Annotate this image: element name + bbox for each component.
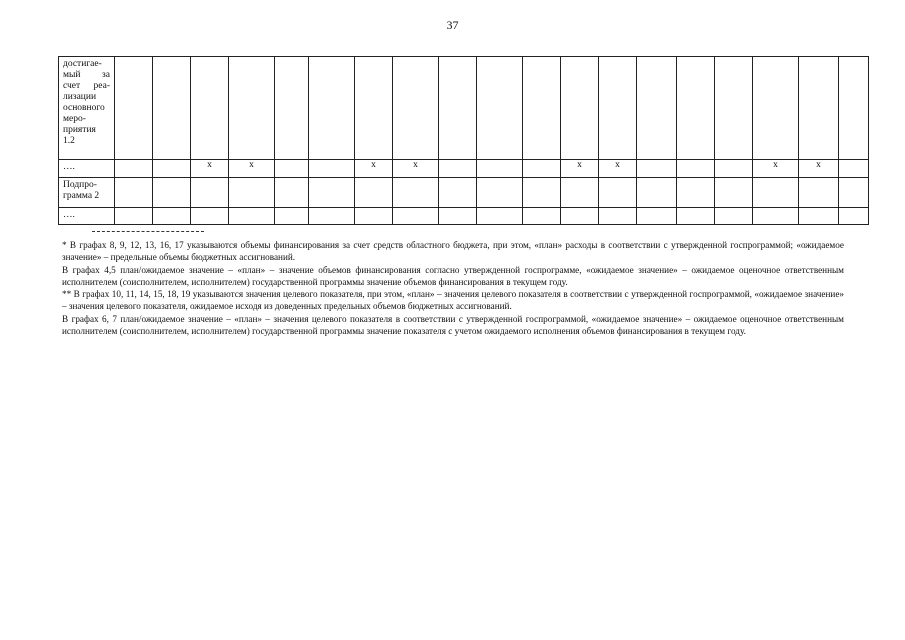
table-cell — [153, 178, 191, 208]
table-row — [59, 178, 869, 208]
table-cell — [753, 57, 799, 160]
table-cell — [637, 160, 677, 178]
row-label — [59, 208, 115, 225]
table-row — [59, 160, 869, 178]
table-cell — [561, 208, 599, 225]
table-cell: x — [799, 160, 839, 178]
table-cell — [715, 57, 753, 160]
table-cell — [523, 57, 561, 160]
footnote-2: В графах 4,5 план/ожидаемое значение – «план» – значение объемов финансирования согласно утвержденной госпрограмме, «ожидаемое значение» – ожидаемое оценочное ответственным исполнителем (соисполнителем, исполнителем) государственной программы значение объемов финансирования в текущем году. — [62, 264, 844, 287]
table-cell — [275, 208, 309, 225]
table-cell — [477, 208, 523, 225]
table-cell — [637, 208, 677, 225]
table-cell — [229, 208, 275, 225]
table-cell — [439, 178, 477, 208]
table-cell — [275, 160, 309, 178]
footnote-1: * В графах 8, 9, 12, 13, 16, 17 указываются объемы финансирования за счет средств областного бюджета, при этом, «план» расходы в соответствии с утвержденной госпрограммой; «ожидаемое значение» – предельные объемы бюджетных ассигнований. — [62, 240, 844, 263]
table-cell — [393, 208, 439, 225]
table-cell — [191, 208, 229, 225]
table-cell: x — [599, 160, 637, 178]
page-number: 37 — [446, 18, 459, 32]
footnote-4: В графах 6, 7 план/ожидаемое значение – «план» – значения целевого показателя в соответствии с утвержденной госпрограммой, «ожидаемое значение» – ожидаемое оценочное ответственным исполнителем (соисполнителем, исполнителем) государственной программы значение показателя с учетом ожидаемого исполнения объемов финансирования в текущем году. — [62, 313, 844, 337]
table-row — [59, 208, 869, 225]
table-cell — [715, 178, 753, 208]
table-cell — [839, 208, 869, 225]
table-cell — [523, 178, 561, 208]
table-cell — [275, 57, 309, 160]
table-cell — [599, 57, 637, 160]
table-cell — [715, 160, 753, 178]
table-row — [59, 57, 869, 160]
row-label-line: приятия — [63, 125, 96, 135]
table-cell: x — [355, 160, 393, 178]
table-cell — [561, 57, 599, 160]
table-body — [59, 57, 869, 225]
footnote-3: ** В графах 10, 11, 14, 15, 18, 19 указываются значения целевого показателя, при этом, «план» – значения целевого показателя в соответствии с утвержденной госпрограммой, «ожидаемое значение» – значения целевого показателя, ожидаемое исходя из доведенных предельных объемов бюджетных ассигнований. — [62, 289, 844, 312]
table-cell — [355, 57, 393, 160]
table-cell — [677, 160, 715, 178]
table-cell — [309, 160, 355, 178]
table-cell — [839, 57, 869, 160]
row-label-line: мый за — [63, 70, 110, 80]
table-cell — [677, 178, 715, 208]
row-label-line: основного — [63, 103, 105, 113]
table-cell — [753, 178, 799, 208]
table-cell — [799, 178, 839, 208]
table-cell — [393, 178, 439, 208]
row-label-line: счет реа- — [63, 81, 110, 91]
table-cell: x — [753, 160, 799, 178]
table-cell — [229, 178, 275, 208]
table-cell — [637, 57, 677, 160]
footnote-separator — [92, 231, 204, 232]
row-label-line: достигае- — [63, 59, 102, 69]
table-cell: x — [393, 160, 439, 178]
table-cell — [355, 178, 393, 208]
table-cell — [439, 208, 477, 225]
table-cell — [637, 178, 677, 208]
table-cell — [599, 208, 637, 225]
row-label — [59, 178, 115, 208]
table-cell — [191, 178, 229, 208]
row-label-line: меро- — [63, 114, 86, 124]
table-cell — [355, 208, 393, 225]
table-cell — [439, 57, 477, 160]
row-label — [59, 160, 115, 178]
row-label-line: лизации — [63, 92, 97, 102]
row-label — [59, 57, 115, 160]
table-cell — [839, 178, 869, 208]
table-cell: x — [561, 160, 599, 178]
table-cell — [477, 57, 523, 160]
table-cell — [599, 178, 637, 208]
table-cell — [115, 160, 153, 178]
table-cell: x — [229, 160, 275, 178]
table-cell — [477, 178, 523, 208]
table-cell — [229, 57, 275, 160]
table-cell — [561, 178, 599, 208]
table-cell — [477, 160, 523, 178]
table-cell — [153, 208, 191, 225]
row-label-line: грамма 2 — [63, 191, 100, 201]
data-table — [58, 56, 869, 225]
table-cell — [439, 160, 477, 178]
row-label-line: …. — [63, 162, 75, 172]
table-cell — [393, 57, 439, 160]
table-cell — [839, 160, 869, 178]
table-cell — [677, 208, 715, 225]
table-cell — [715, 208, 753, 225]
table-cell — [153, 160, 191, 178]
table-cell — [799, 57, 839, 160]
table-cell: x — [191, 160, 229, 178]
table-cell — [309, 57, 355, 160]
table-cell — [523, 208, 561, 225]
table-cell — [753, 208, 799, 225]
table-cell — [309, 208, 355, 225]
row-label-line: Подпро- — [63, 180, 97, 190]
table-cell — [115, 208, 153, 225]
table-cell — [115, 57, 153, 160]
row-label-line: 1.2 — [63, 136, 75, 146]
table-cell — [191, 57, 229, 160]
table-cell — [523, 160, 561, 178]
table-cell — [153, 57, 191, 160]
table-cell — [115, 178, 153, 208]
footnotes — [62, 239, 844, 337]
row-label-line: …. — [63, 210, 75, 220]
table-cell — [309, 178, 355, 208]
table-cell — [275, 178, 309, 208]
table-cell — [799, 208, 839, 225]
table-cell — [677, 57, 715, 160]
